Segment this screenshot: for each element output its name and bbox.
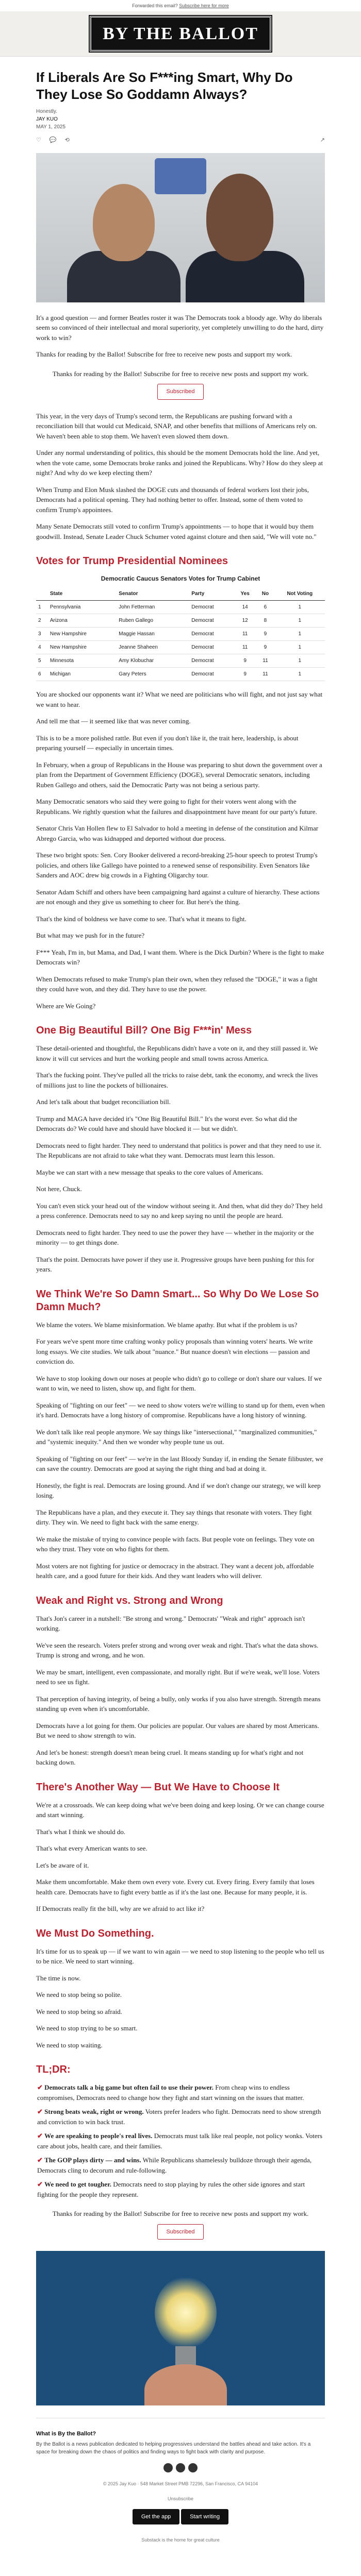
social-links [36, 2463, 325, 2472]
body-paragraph: Democrats need to fight harder. They need to understand that politics is power and that they need to use it. The Republicans are not afraid to take what they want. Democrats must learn this lesson. [36, 1141, 322, 1159]
table-cell: Jeanne Shaheen [117, 641, 189, 654]
hero-head-left [93, 184, 155, 261]
table-cell: 1 [274, 614, 325, 628]
table-cell: Democrat [189, 614, 234, 628]
body-paragraph: These two bright spots: Sen. Cory Booker delivered a record-breaking 25-hour speech to protest Trump's policies, and others like Gallego have pointed to a renewed sense of responsibility. Even Senators like Sanders and AOC drew big crowds in a Fighting Oligarchy tour. [36, 851, 318, 879]
body-paragraph: For years we've spent more time crafting wonky policy proposals than winning voters' hearts. We write long essays. We cite studies. We talk about "nuance." But nuance doesn't win elections — passion and conviction do. [36, 1337, 313, 1365]
body-paragraph: We've seen the research. Voters prefer strong and wrong over weak and right. That's what the data shows. Trump is strong and wrong, and he won. [36, 1641, 319, 1659]
table-header-not-voting: Not Voting [274, 587, 325, 601]
table-cell: 9 [234, 654, 256, 668]
body-paragraph: Democrats have a lot going for them. Our policies are popular. Our values are shared by most Americans. But we need to show strength to win. [36, 1721, 319, 1739]
body-paragraph: We're at a crossroads. We can keep doing what we've been doing and keep losing. Or we can change course and start winning. [36, 1801, 324, 1819]
body-paragraph: We may be smart, intelligent, even compassionate, and morally right. But if we're weak, we'll lose. Voters need to see us fight. [36, 1668, 320, 1686]
hand-figure [144, 2364, 227, 2405]
body-paragraph: You are shocked our opponents want it? What we need are politicians who will fight, and not just say what we want to hear. [36, 690, 323, 708]
tldr-lead: Strong beats weak, right or wrong. [44, 2108, 144, 2115]
section-heading-bill: One Big Beautiful Bill? One Big F***in' Mess [36, 1025, 252, 1036]
get-app-wrap [36, 2509, 325, 2525]
body-paragraph: These detail-oriented and thoughtful, the Republicans didn't have a vote on it, and they still passed it. We know it will cut services and hurt the working people and small towns across America. [36, 1044, 318, 1062]
hero-head-right [206, 174, 273, 261]
body-paragraph: Where are We Going? [36, 1002, 96, 1010]
body-paragraph: Speaking of "fighting on our feet" — we need to show voters we're willing to stand up for them, even when it's hard. Democrats have a long history of compromise. Republicans have a long history of winning. [36, 1401, 325, 1419]
body-paragraph: Speaking of "fighting on our feet" — we're in the last Bloody Sunday if, in ending the Senate filibuster, we can save the country. Democrats are good at saying the right thing and bad at doing it. [36, 1454, 323, 1472]
table-cell: 9 [256, 641, 274, 654]
body-paragraph: It's time for us to speak up — if we want to win again — we need to stop listening to the people who tell us to be nice. We need to start winning. [36, 1947, 324, 1965]
table-cell: 8 [256, 614, 274, 628]
subscribe-cta [36, 369, 325, 400]
body-paragraph: When Trump and Elon Musk slashed the DOGE cuts and thousands of federal workers lost their jobs, Democrats had a political opening. They had nothing better to offer. Instead, some of them voted to confirm Trump's appointees. [36, 485, 309, 514]
body-paragraph: We need to stop waiting. [36, 2041, 103, 2049]
tldr-body: Democrats need to stop playing by rules the other side ignores and start fighting for the people they represent. [37, 2180, 305, 2198]
checkmark-icon: ✔ [37, 2132, 43, 2140]
table-cell: 1 [274, 601, 325, 614]
table-cell: Pennsylvania [48, 601, 117, 614]
forwarded-bar [0, 0, 361, 11]
table-cell: 1 [274, 668, 325, 681]
body-paragraph: Senator Chris Van Hollen flew to El Salvador to hold a meeting in defense of the constitution and Kilmar Abrego Garcia, who was kidnapped and deported without due process. [36, 824, 319, 842]
footer-address: © 2025 Jay Kuo · 548 Market Street PMB 72296, San Francisco, CA 94104 [103, 2481, 258, 2486]
hero-sticker [155, 158, 206, 194]
section-heading-weak: Weak and Right vs. Strong and Wrong [36, 1595, 223, 1606]
table-header-senator: Senator [117, 587, 189, 601]
section-heading-tldr: TL;DR: [36, 2064, 71, 2075]
table-header-index [36, 587, 48, 601]
body-paragraph: Many Senate Democrats still voted to confirm Trump's appointments — to hope that it would buy them goodwill. Instead, Senate Leader Chuck Schumer voted against cloture and then said, "We will vote no." [36, 522, 317, 540]
votes-table [36, 587, 325, 681]
comment-icon[interactable] [176, 2463, 185, 2472]
table-cell: 1 [274, 628, 325, 641]
article-subtitle: Honestly. [36, 109, 57, 114]
body-paragraph: Let's be aware of it. [36, 1861, 89, 1869]
body-paragraph: If Democrats really fit the bill, why are we afraid to act like it? [36, 1905, 205, 1912]
body-paragraph: Senator Adam Schiff and others have been campaigning hard against a culture of hierarchy. These actions are not enough and they give us something to cheer for. But here's the thing. [36, 888, 320, 906]
body-paragraph: The time is now. [36, 1974, 81, 1982]
lightbulb-glow [155, 2277, 217, 2349]
body-paragraph: Most voters are not fighting for justice or democracy in the abstract. They want a decent job, affordable health care, and a good future for their kids. And they want leaders who will deliver. [36, 1562, 314, 1580]
table-cell: 1 [36, 601, 48, 614]
intro-paragraph: Thanks for reading by the Ballot! Subscribe for free to receive new posts and support my work. [36, 350, 292, 358]
tldr-lead: We are speaking to people's real lives. [44, 2132, 153, 2140]
body-paragraph: F*** Yeah, I'm in, but Mama, and Dad, I want them. Where is the Dick Durbin? Where is the fight to make Democrats win? [36, 948, 324, 966]
list-item [37, 2082, 325, 2103]
table-cell: 11 [234, 641, 256, 654]
table-row [36, 668, 325, 681]
body-paragraph: You can't even stick your head out of the window without seeing it. And then, what did they do? They held a press conference. Democrats need to say no and keep saying no until the people are heard. [36, 1201, 323, 1219]
table-cell: Arizona [48, 614, 117, 628]
table-cell: 6 [256, 601, 274, 614]
restack-icon[interactable]: ⟲ [64, 137, 70, 143]
body-paragraph: Maybe we can start with a new message that speaks to the core values of Americans. [36, 1168, 264, 1176]
body-paragraph: We don't talk like real people anymore. We say things like "intersectional," "marginalized communities," and "systemic inequity." And then we wonder why people tune us out. [36, 1428, 317, 1446]
body-paragraph: We make the mistake of trying to convince people with facts. But people vote on feelings. They vote on who they trust. They vote on who fights for them. [36, 1535, 315, 1553]
body-paragraph: This is to be a more polished rattle. But even if you don't like it, the trait here, leadership, is about preparing yourself — especially in uncertain times. [36, 734, 299, 752]
checkmark-icon: ✔ [37, 2180, 43, 2188]
article-byline [36, 108, 325, 131]
table-cell: New Hampshire [48, 641, 117, 654]
table-cell: Amy Klobuchar [117, 654, 189, 668]
table-header-party: Party [189, 587, 234, 601]
tldr-body: Democrats must talk like real people, not policy wonks. Voters care about jobs, health care, and their families. [37, 2132, 322, 2150]
body-paragraph: And tell me that — it seemed like that was never coming. [36, 717, 191, 725]
body-paragraph: This year, in the very days of Trump's second term, the Republicans are pushing forward with a reconciliation bill that would cut Medicaid, SNAP, and other benefits that millions of Americans rely on. We haven't been able to stop them. We haven't even slowed them down. [36, 412, 317, 440]
body-paragraph: And let's talk about that budget reconciliation bill. [36, 1098, 171, 1106]
table-row [36, 628, 325, 641]
body-paragraph: That's the kind of boldness we have come to see. That's what it means to fight. [36, 914, 247, 923]
table-row [36, 601, 325, 614]
section-heading-must: We Must Do Something. [36, 1927, 154, 1939]
body-paragraph: We blame the voters. We blame misinformation. We blame apathy. But what if the problem is us? [36, 1320, 298, 1329]
body-paragraph: Many Democratic senators who said they were going to fight for their voters went along with the Republicans. We rightly question what the failures and disappointment have meant for our party's future. [36, 798, 317, 816]
restack-icon[interactable] [188, 2463, 198, 2472]
footer-links [36, 2496, 325, 2503]
table-cell: Democrat [189, 641, 234, 654]
body-paragraph: In February, when a group of Republicans in the House was preparing to shut down the government over a plan from the Department of Government Efficiency (DOGE), several Democratic senators, including Ruben Gallego and others, said the Democratic Party was not being a serious party. [36, 760, 322, 789]
table-cell: Minnesota [48, 654, 117, 668]
get-app-button[interactable]: Get the app [133, 2509, 180, 2525]
body-paragraph: That's what I think we should do. [36, 1827, 126, 1836]
body-paragraph: That's Jon's career in a nutshell: "Be strong and wrong." Democrats' "Weak and right" approach isn't working. [36, 1614, 305, 1632]
table-cell: Michigan [48, 668, 117, 681]
table-cell: John Fetterman [117, 601, 189, 614]
tldr-lead: We need to get tougher. [44, 2180, 112, 2188]
table-header-state: State [48, 587, 117, 601]
table-header-row [36, 587, 325, 601]
masthead-banner [0, 11, 361, 57]
table-cell: Democrat [189, 668, 234, 681]
body-paragraph: That's the point. Democrats have power if they use it. Progressive groups have been pushing for this for years. [36, 1255, 315, 1273]
body-paragraph: But what may we push for in the future? [36, 931, 145, 939]
checkmark-icon: ✔ [37, 2083, 43, 2091]
subscribe-button[interactable]: Subscribed [157, 2224, 203, 2240]
subscribe-link[interactable]: Subscribe here for more [179, 3, 229, 8]
table-cell: 3 [36, 628, 48, 641]
share-icon[interactable]: ↗ [320, 137, 325, 143]
action-row [36, 136, 325, 145]
body-paragraph: Trump and MAGA have decided it's "One Big Beautiful Bill." It's the worst ever. So what did the Democrats do? We could have and should have blocked it — but we didn't. [36, 1114, 298, 1132]
table-cell: 4 [36, 641, 48, 654]
brand-logo[interactable]: BY THE BALLOT [90, 16, 271, 52]
table-cell: 11 [256, 668, 274, 681]
tldr-lead: The GOP plays dirty — and wins. [44, 2156, 141, 2164]
table-header-no: No [256, 587, 274, 601]
table-row [36, 641, 325, 654]
table-header-yes: Yes [234, 587, 256, 601]
body-paragraph: Honestly, the fight is real. Democrats are losing ground. And if we don't change our strategy, we will keep losing. [36, 1481, 321, 1499]
checkmark-icon: ✔ [37, 2156, 43, 2164]
tldr-body: Voters prefer leaders who fight. Democrats need to show strength and conviction to win back trust. [37, 2108, 321, 2126]
body-paragraph: We need to stop being so polite. [36, 1991, 122, 1998]
section-heading-smart: We Think We're So Damn Smart... So Why Do We Lose So Damn Much? [36, 1288, 319, 1313]
tldr-lead: Democrats talk a big game but often fail to use their power. [44, 2083, 214, 2091]
comment-icon[interactable]: 💬 [49, 137, 57, 143]
body-paragraph: Not here, Chuck. [36, 1185, 82, 1193]
table-cell: New Hampshire [48, 628, 117, 641]
table-cell: 1 [274, 654, 325, 668]
substack-tagline: Substack is the home for great culture [141, 2537, 220, 2543]
body-paragraph: We need to stop being so afraid. [36, 2007, 122, 2015]
table-cell: 11 [234, 628, 256, 641]
body-paragraph: Under any normal understanding of politics, this should be the moment Democrats hold the line. And yet, when the vote came, some Democrats broke ranks and joined the Republicans. Why? How do they sleep at night? And why do we keep electing them? [36, 449, 323, 477]
like-icon[interactable] [163, 2463, 173, 2472]
table-caption: Democratic Caucus Senators Votes for Trump Cabinet [101, 575, 260, 582]
unsubscribe-link[interactable]: Unsubscribe [167, 2496, 194, 2501]
table-cell: Ruben Gallego [117, 614, 189, 628]
article-title[interactable]: If Liberals Are So F***ing Smart, Why Do They Lose So Goddamn Always? [36, 70, 293, 102]
table-cell: 6 [36, 668, 48, 681]
checkmark-icon: ✔ [37, 2108, 43, 2115]
table-cell: 9 [256, 628, 274, 641]
table-cell: Democrat [189, 654, 234, 668]
start-writing-button[interactable]: Start writing [181, 2509, 228, 2525]
lightbulb-base [175, 2346, 196, 2367]
body-paragraph: That's what every American wants to see. [36, 1844, 147, 1852]
table-cell: Gary Peters [117, 668, 189, 681]
intro-paragraph: It's a good question — and former Beatles roster it was The Democrats took a bloody age. Why do liberals seem so convinced of their intellectual and moral superiority, yet completely unwilling to do the hard, dirty work to win? [36, 313, 324, 342]
table-row [36, 614, 325, 628]
tldr-body: While Republicans shamelessly bulldoze through their agenda, Democrats cling to decorum and rule-following. [37, 2156, 312, 2174]
body-paragraph: That perception of having integrity, of being a bully, only works if you also have strength. Strength means standing up even when it's uncomfortable. [36, 1694, 321, 1713]
author-name[interactable]: JAY KUO [36, 116, 58, 122]
table-cell: 5 [36, 654, 48, 668]
table-cell: Democrat [189, 628, 234, 641]
table-row [36, 654, 325, 668]
table-cell: 11 [256, 654, 274, 668]
body-paragraph: When Democrats refused to make Trump's plan their own, when they refused the "DOGE," it was a fight they could have won, and they did. They have to use the power. [36, 975, 318, 993]
table-cell: 1 [274, 641, 325, 654]
tldr-list [36, 2082, 325, 2199]
footer-about: By the Ballot is a news publication dedicated to helping progressives understand the battles ahead and take action. It's a space for breaking down the chaos of politics and finding ways to fight back with clarity and purpose. [36, 2441, 311, 2455]
subscribe-cta-text: Thanks for reading by the Ballot! Subscribe for free to receive new posts and support my work. [52, 2210, 309, 2217]
lightbulb-image [36, 2251, 325, 2405]
footer-title: What is By the Ballot? [36, 2431, 96, 2437]
table-cell: Maggie Hassan [117, 628, 189, 641]
subscribe-button[interactable]: Subscribed [157, 384, 203, 400]
body-paragraph: And let's be honest: strength doesn't mean being cruel. It means standing up for what's right and not backing down. [36, 1748, 304, 1766]
section-heading-another: There's Another Way — But We Have to Choose It [36, 1781, 280, 1793]
list-item [37, 2131, 325, 2151]
list-item [37, 2155, 325, 2175]
body-paragraph: The Republicans have a plan, and they execute it. They say things that resonate with voters. They fight dirty. They win. We need to fight back with the same energy. [36, 1508, 312, 1526]
table-cell: Democrat [189, 601, 234, 614]
tldr-body: From cheap wins to endless compromises, Democrats need to change how they fight and start winning on the issues that matter. [37, 2083, 304, 2102]
forwarded-text: Forwarded this email? [132, 3, 179, 8]
table-cell: 2 [36, 614, 48, 628]
body-paragraph: We have to stop looking down our noses at people who didn't go to college or don't share our values. If we want to win, we need to listen, show up, and fight for them. [36, 1374, 322, 1392]
article-body [36, 69, 325, 2544]
section-heading: Votes for Trump Presidential Nominees [36, 555, 228, 567]
list-item [37, 2107, 325, 2127]
subscribe-cta-text: Thanks for reading by the Ballot! Subscribe for free to receive new posts and support my work. [52, 369, 309, 378]
list-item [37, 2179, 325, 2199]
table-cell: 9 [234, 668, 256, 681]
body-paragraph: We need to stop trying to be so smart. [36, 2024, 138, 2032]
hero-image [36, 153, 325, 302]
body-paragraph: That's the fucking point. They've pulled all the tricks to raise debt, tank the economy, and wreck the lives of millions just to line the pockets of billionaires. [36, 1071, 318, 1089]
body-paragraph: Democrats need to fight harder. They need to use the power they have — whether in the majority or the minority — to get things done. [36, 1228, 314, 1246]
like-icon[interactable]: ♡ [36, 137, 41, 143]
publish-date: MAY 1, 2025 [36, 124, 65, 130]
body-paragraph: Make them uncomfortable. Make them own every vote. Every cut. Every firing. Every family that loses health care. Democrats have to fight every battle as if it's the last one. Because for many people, it is. [36, 1878, 315, 1896]
table-cell: 12 [234, 614, 256, 628]
table-cell: 14 [234, 601, 256, 614]
subscribe-cta-bottom [36, 2209, 325, 2240]
footer [36, 2430, 325, 2544]
